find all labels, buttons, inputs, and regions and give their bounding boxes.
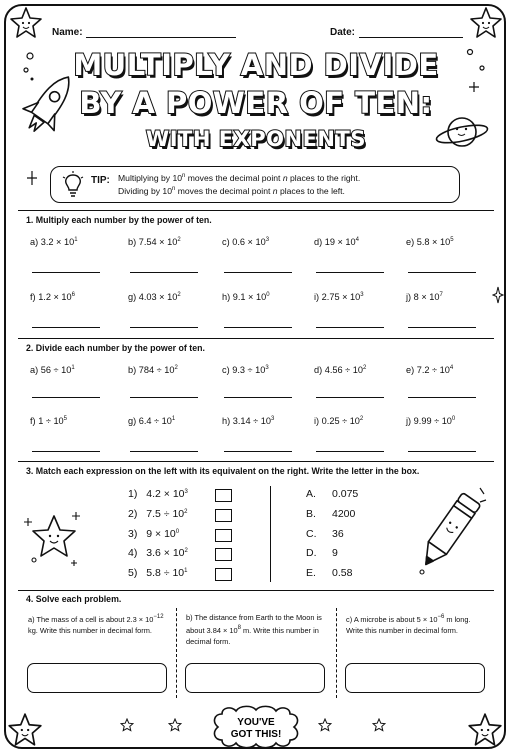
corner-star-top-left	[8, 6, 44, 40]
section-2-title: 2. Divide each number by the power of ten.	[26, 343, 205, 353]
match-answer-box[interactable]	[215, 548, 232, 561]
answer-line[interactable]	[408, 451, 476, 452]
problem-d: d) $4.56 \div 10^2$	[314, 365, 367, 375]
match-option-2: B. 4200	[306, 508, 356, 520]
problem-a: a) $3.2 \times 10^1$	[30, 237, 78, 247]
star-icon	[372, 718, 386, 732]
word-problem-text: c) A microbe is about $5 \times 10^{-6}$ m long. Write this number in decimal form.	[346, 614, 471, 635]
title-line-2: BY A POWER OF TEN:	[79, 86, 433, 120]
answer-line[interactable]	[408, 327, 476, 328]
answer-line[interactable]	[32, 272, 100, 273]
answer-line[interactable]	[316, 327, 384, 328]
divider	[18, 590, 494, 591]
problem-j: j) $9.99 \div 10^0$	[406, 416, 456, 426]
word-problem-b	[180, 606, 332, 699]
name-label: Name:	[52, 27, 83, 38]
tip-line-1: Multiplying by 10$^n$ moves the decimal point n places to the right.	[118, 173, 361, 183]
match-expression-4: 4) $3.6 \times 10^2$	[128, 547, 188, 559]
match-expression-3: 3) $9 \times 10^0$	[128, 528, 180, 540]
name-field[interactable]	[86, 27, 236, 38]
match-option-4: D. 9	[306, 547, 338, 559]
problem-h: h) $3.14 \div 10^3$	[222, 416, 275, 426]
answer-line[interactable]	[130, 397, 198, 398]
problem-g: g) $4.03 \times 10^2$	[128, 292, 181, 302]
match-expression-5: 5) $5.8 \div 10^1$	[128, 567, 188, 579]
title-line-1: MULTIPLY AND DIVIDE	[73, 48, 439, 82]
problem-b: b) $7.54 \times 10^2$	[128, 237, 181, 247]
match-expression-2: 2) $7.5 \div 10^2$	[128, 508, 188, 520]
tip-box	[50, 166, 460, 203]
word-problem-a	[22, 606, 174, 699]
answer-line[interactable]	[32, 397, 100, 398]
encouragement-badge	[208, 704, 304, 750]
star-icon	[120, 718, 134, 732]
match-answer-box[interactable]	[215, 489, 232, 502]
section-1-title: 1. Multiply each number by the power of ten.	[26, 215, 212, 225]
problem-g: g) $6.4 \div 10^1$	[128, 416, 176, 426]
problem-a: a) $56 \div 10^1$	[30, 365, 75, 375]
problem-h: h) $9.1 \times 10^0$	[222, 292, 270, 302]
star-icon	[168, 718, 182, 732]
problem-j: j) $8 \times 10^7$	[406, 292, 443, 302]
answer-line[interactable]	[130, 327, 198, 328]
section-4-title: 4. Solve each problem.	[26, 594, 122, 604]
divider	[270, 486, 271, 582]
match-option-1: A. 0.075	[306, 488, 359, 500]
problem-c: c) $0.6 \times 10^3$	[222, 237, 270, 247]
star-icon	[318, 718, 332, 732]
corner-star-top-right	[468, 6, 504, 40]
answer-line[interactable]	[408, 397, 476, 398]
section-3-title: 3. Match each expression on the left with its equivalent on the right. Write the letter in the box.	[26, 466, 420, 476]
answer-line[interactable]	[408, 272, 476, 273]
answer-line[interactable]	[32, 327, 100, 328]
planet-icon	[432, 104, 492, 160]
problem-c: c) $9.3 \div 10^3$	[222, 365, 269, 375]
divider	[336, 608, 337, 698]
problem-f: f) $1.2 \times 10^6$	[30, 292, 75, 302]
answer-line[interactable]	[316, 272, 384, 273]
corner-star-bottom-right	[466, 712, 504, 748]
answer-line[interactable]	[130, 451, 198, 452]
answer-box[interactable]	[345, 663, 485, 693]
answer-box[interactable]	[185, 663, 325, 693]
problem-i: i) $2.75 \times 10^3$	[314, 292, 364, 302]
problem-e: e) $7.2 \div 10^4$	[406, 365, 454, 375]
answer-line[interactable]	[316, 451, 384, 452]
answer-line[interactable]	[316, 397, 384, 398]
sparkle-icon	[26, 170, 38, 186]
answer-line[interactable]	[224, 272, 292, 273]
title-line-3: WITH EXPONENTS	[146, 127, 366, 151]
answer-line[interactable]	[224, 451, 292, 452]
match-answer-box[interactable]	[215, 529, 232, 542]
match-option-3: C. 36	[306, 528, 344, 540]
badge-line-2: GOT THIS!	[230, 729, 282, 740]
sparkle-icon	[462, 46, 492, 96]
date-label: Date:	[330, 27, 356, 38]
sparkle-icon	[20, 50, 40, 84]
match-answer-box[interactable]	[215, 568, 232, 581]
divider	[18, 338, 494, 339]
word-problem-text: b) The distance from Earth to the Moon is about $3.84 \times 10^8$ m. Write this number in decimal form.	[186, 613, 322, 646]
problem-e: e) $5.8 \times 10^5$	[406, 237, 454, 247]
corner-star-bottom-left	[6, 712, 44, 748]
answer-line[interactable]	[224, 327, 292, 328]
badge-line-1: YOU'VE	[237, 717, 275, 728]
answer-line[interactable]	[224, 397, 292, 398]
match-expression-1: 1) $4.2 \times 10^3$	[128, 488, 188, 500]
answer-box[interactable]	[27, 663, 167, 693]
word-problem-c	[340, 606, 492, 699]
problem-i: i) $0.25 \div 10^2$	[314, 416, 364, 426]
word-problem-text: a) The mass of a cell is about $2.3 \times 10^{-12}$ kg. Write this number in decimal form.	[28, 614, 164, 635]
date-field[interactable]	[359, 27, 463, 38]
match-answer-box[interactable]	[215, 509, 232, 522]
divider	[18, 210, 494, 211]
sparkle-icon	[492, 286, 504, 304]
answer-line[interactable]	[32, 451, 100, 452]
star-mascot-icon	[24, 508, 84, 570]
match-option-5: E. 0.58	[306, 567, 353, 579]
pencil-icon	[410, 480, 490, 580]
divider	[176, 608, 177, 698]
tip-label: TIP:	[91, 175, 110, 186]
divider	[18, 461, 494, 462]
tip-line-2: Dividing by 10$^n$ moves the decimal point n places to the left.	[118, 186, 345, 196]
problem-f: f) $1 \div 10^5$	[30, 416, 68, 426]
problem-b: b) $784 \div 10^2$	[128, 365, 178, 375]
lightbulb-icon	[61, 171, 85, 199]
answer-line[interactable]	[130, 272, 198, 273]
problem-d: d) $19 \times 10^4$	[314, 237, 359, 247]
